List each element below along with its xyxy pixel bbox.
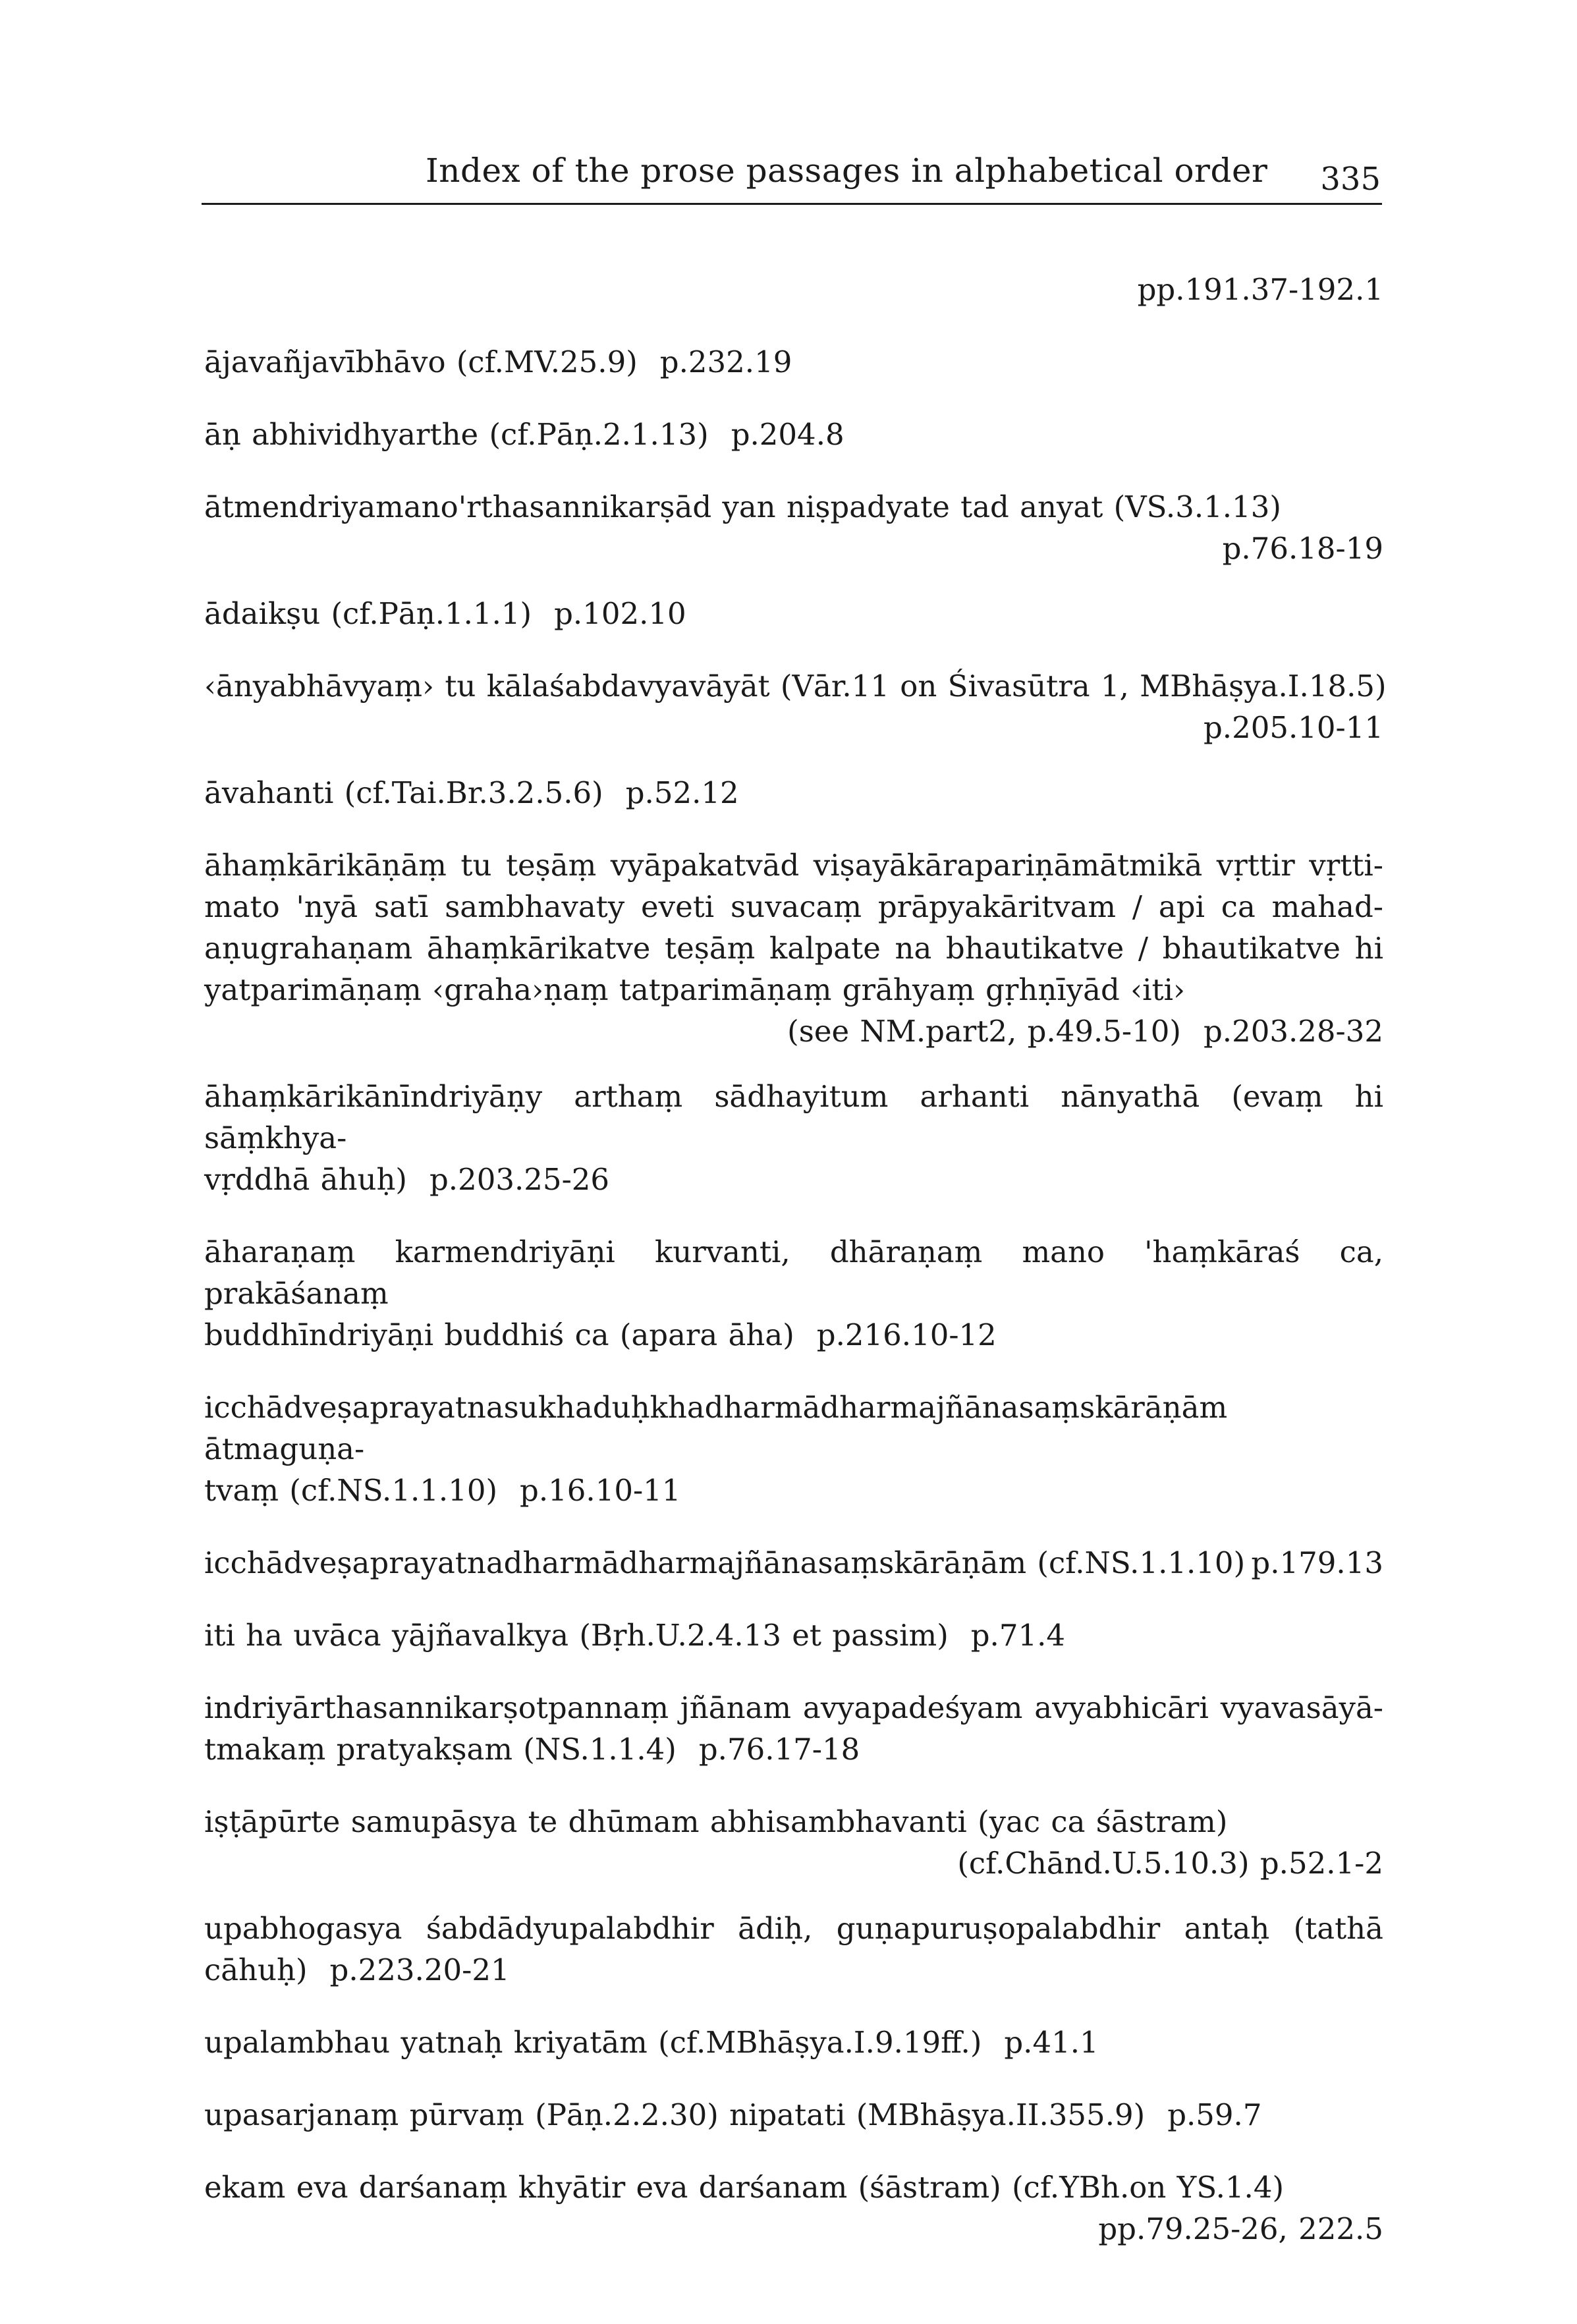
- entry-ref: p.16.10-11: [520, 1473, 681, 1508]
- entry-line: vṛddhā āhuḥ): [204, 1162, 407, 1197]
- index-entry: [204, 1801, 1383, 1884]
- entry-text: ekam eva darśanaṃ khyātir eva darśanam (śāstram) (cf.YBh.on YS.1.4): [204, 2170, 1285, 2205]
- entry-ref: p.216.10-12: [816, 1317, 997, 1352]
- entry-ref: (cf.Chānd.U.5.10.3) p.52.1-2: [957, 1846, 1383, 1881]
- entry-ref: p.52.12: [625, 775, 739, 810]
- entry-line: tmakaṃ pratyakṣam (NS.1.1.4): [204, 1732, 677, 1767]
- entry-line: icchādveṣaprayatnasukhaduḥkhadharmādharmajñānasaṃskārāṇām ātmaguṇa-: [204, 1390, 1228, 1466]
- entry-text: ātmendriyamano'rthasannikarṣād yan niṣpadyate tad anyat (VS.3.1.13): [204, 489, 1281, 524]
- entry-text: iṣṭāpūrte samupāsya te dhūmam abhisambhavanti (yac ca śāstram): [204, 1804, 1228, 1839]
- index-entry: [204, 486, 1383, 569]
- entry-line: āhaṃkārikāṇāṃ tu teṣāṃ vyāpakatvād viṣayākārapariṇāmātmikā vṛttir vṛtti-: [204, 848, 1383, 883]
- entry-ref: p.204.8: [731, 417, 844, 452]
- index-entry: [204, 2167, 1383, 2250]
- index-entry-continued: [204, 269, 1383, 310]
- entry-text: ‹ānyabhāvyaṃ› tu kālaśabdavyavāyāt (Vār.11 on Śivasūtra 1, MBhāṣya.I.18.5): [204, 669, 1387, 704]
- entry-line: buddhīndriyāṇi buddhiś ca (apara āha): [204, 1317, 794, 1352]
- index-entries: [204, 269, 1387, 2273]
- entry-text: iti ha uvāca yājñavalkya (Bṛh.U.2.4.13 et passim): [204, 1618, 949, 1653]
- entry-line: upabhogasya śabdādyupalabdhir ādiḥ, guṇapuruṣopalabdhir antaḥ (tathā: [204, 1911, 1383, 1946]
- index-entry: [204, 1542, 1383, 1584]
- entry-line: indriyārthasannikarṣotpannaṃ jñānam avyapadeśyam avyabhicāri vyavasāyā-: [204, 1690, 1383, 1725]
- entry-text: ājavañjavībhāvo (cf.MV.25.9): [204, 345, 638, 379]
- index-entry: [204, 414, 1383, 455]
- entry-ref: p.205.10-11: [1203, 710, 1383, 745]
- entry-ref: p.59.7: [1167, 2097, 1262, 2132]
- index-entry: [204, 1231, 1383, 1356]
- entry-ref: pp.191.37-192.1: [1137, 272, 1383, 307]
- index-entry: [204, 772, 1383, 814]
- entry-text: icchādveṣaprayatnadharmādharmajñānasaṃskārāṇām (cf.NS.1.1.10): [204, 1545, 1246, 1580]
- entry-line: āharaṇaṃ karmendriyāṇi kurvanti, dhāraṇaṃ mano 'haṃkāraś ca, prakāśanaṃ: [204, 1234, 1383, 1311]
- entry-text: upalambhau yatnaḥ kriyatām (cf.MBhāṣya.I.9.19ff.): [204, 2025, 982, 2060]
- index-entry: [204, 2022, 1383, 2063]
- entry-ref: p.76.17-18: [698, 1732, 860, 1767]
- index-entry: [204, 1615, 1383, 1656]
- entry-line: āhaṃkārikānīndriyāṇy arthaṃ sādhayitum arhanti nānyathā (evaṃ hi sāṃkhya-: [204, 1079, 1383, 1155]
- entry-source: (see NM.part2, p.49.5-10): [787, 1014, 1181, 1049]
- index-entry: [204, 1908, 1383, 1991]
- page-number: 335: [1320, 161, 1381, 198]
- index-entry: [204, 844, 1383, 1052]
- entry-ref: p.41.1: [1004, 2025, 1099, 2060]
- entry-line: mato 'nyā satī sambhavaty eveti suvacaṃ prāpyakāritvam / api ca mahad-: [204, 889, 1383, 924]
- entry-line: tvaṃ (cf.NS.1.1.10): [204, 1473, 498, 1508]
- entry-ref: p.102.10: [554, 596, 686, 631]
- entry-ref: p.203.28-32: [1203, 1014, 1383, 1049]
- entry-text: ādaikṣu (cf.Pāṇ.1.1.1): [204, 596, 532, 631]
- entry-text: āvahanti (cf.Tai.Br.3.2.5.6): [204, 775, 603, 810]
- index-entry: [204, 2094, 1383, 2136]
- index-entry: [204, 665, 1387, 748]
- index-entry: [204, 593, 1383, 634]
- index-entry: [204, 1687, 1383, 1770]
- entry-text: āṇ abhividhyarthe (cf.Pāṇ.2.1.13): [204, 417, 709, 452]
- page-header: [202, 146, 1382, 205]
- entry-line: aṇugrahaṇam āhaṃkārikatve teṣāṃ kalpate na bhautikatve / bhautikatve hi: [204, 931, 1383, 966]
- entry-line: cāhuḥ): [204, 1952, 308, 1987]
- entry-text: upasarjanaṃ pūrvaṃ (Pāṇ.2.2.30) nipatati (MBhāṣya.II.355.9): [204, 2097, 1146, 2132]
- index-entry: [204, 1387, 1383, 1511]
- index-entry: [204, 1076, 1383, 1200]
- running-title: Index of the prose passages in alphabetical order: [426, 152, 1268, 190]
- entry-ref: pp.79.25-26, 222.5: [1098, 2211, 1383, 2246]
- entry-ref: p.76.18-19: [1222, 531, 1383, 566]
- entry-ref: p.179.13: [1251, 1545, 1383, 1580]
- entry-line: yatparimāṇaṃ ‹graha›ṇaṃ tatparimāṇaṃ grāhyaṃ gṛhṇīyād ‹iti›: [204, 972, 1185, 1007]
- entry-ref: p.203.25-26: [429, 1162, 610, 1197]
- entry-ref: p.232.19: [659, 345, 792, 379]
- entry-ref: p.223.20-21: [329, 1952, 510, 1987]
- index-entry: [204, 341, 1383, 383]
- entry-ref: p.71.4: [970, 1618, 1066, 1653]
